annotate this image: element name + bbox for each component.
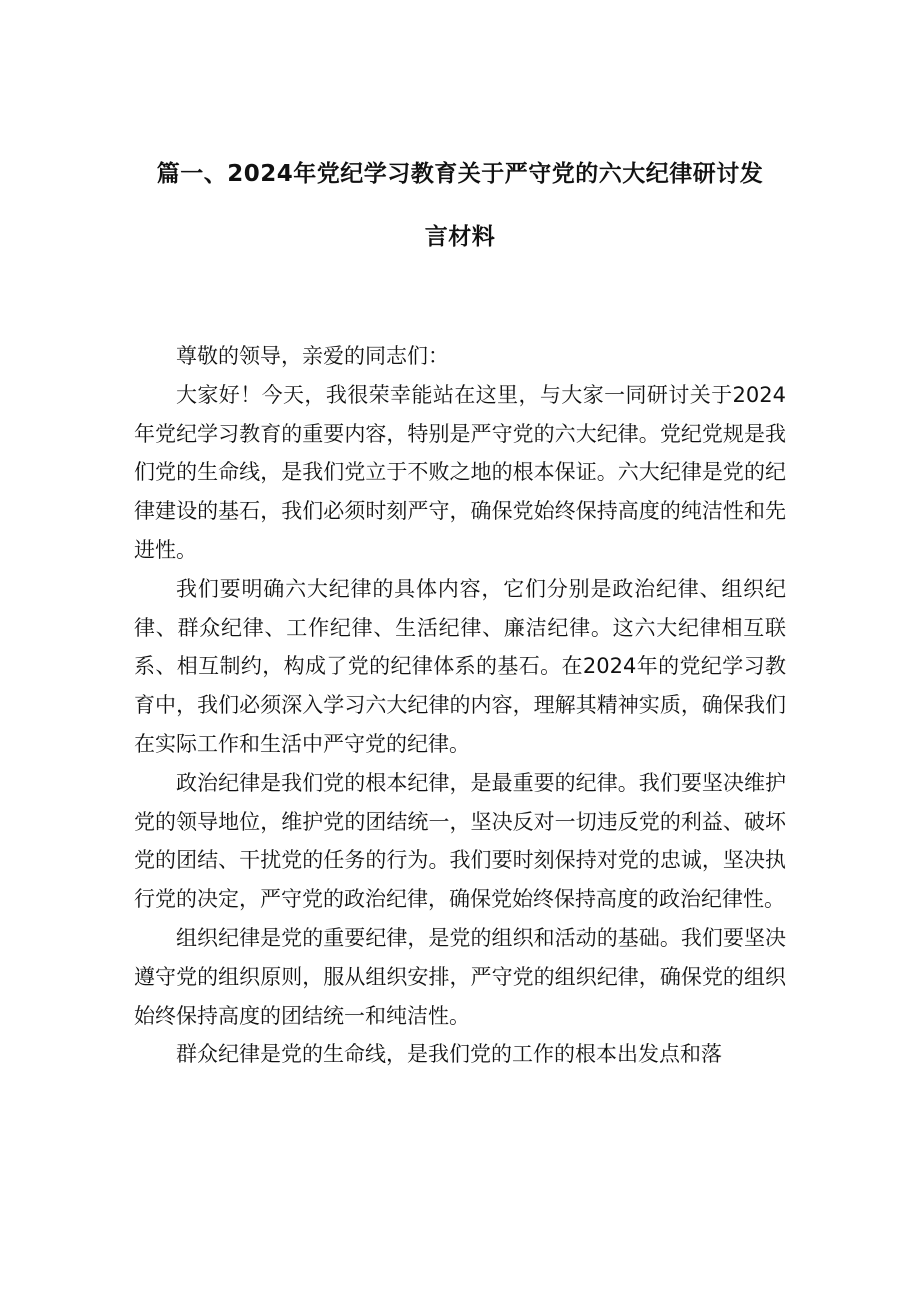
body-paragraph: 我们要明确六大纪律的具体内容，它们分别是政治纪律、组织纪律、群众纪律、工作纪律、生活纪律、廉洁纪律。这六大纪律相互联系、相互制约，构成了党的纪律体系的基石。在2024年的党纪学习教育中，我们必须深入学习六大纪律的内容，理解其精神实质，确保我们在实际工作和生活中严守党的纪律。: [134, 576, 786, 756]
document-title-line-1: 篇一、2024年党纪学习教育关于严守党的六大纪律研讨发: [156, 161, 764, 187]
document-body: [134, 337, 786, 1074]
salutation-paragraph: 尊敬的领导，亲爱的同志们：: [176, 344, 449, 368]
body-paragraph: 组织纪律是党的重要纪律，是党的组织和活动的基础。我们要坚决遵守党的组织原则，服从组织安排，严守党的组织纪律，确保党的组织始终保持高度的团结统一和纯洁性。: [134, 925, 786, 1028]
body-paragraph: 大家好！今天，我很荣幸能站在这里，与大家一同研讨关于2024年党纪学习教育的重要内容，特别是严守党的六大纪律。党纪党规是我们党的生命线，是我们党立于不败之地的根本保证。六大纪律是党的纪律建设的基石，我们必须时刻严守，确保党始终保持高度的纯洁性和先进性。: [134, 382, 786, 562]
body-paragraph: 群众纪律是党的生命线，是我们党的工作的根本出发点和落: [176, 1042, 722, 1067]
document-title-line-2: 言材料: [424, 224, 496, 250]
body-paragraph: 政治纪律是我们党的根本纪律，是最重要的纪律。我们要坚决维护党的领导地位，维护党的团结统一，坚决反对一切违反党的利益、破坏党的团结、干扰党的任务的行为。我们要时刻保持对党的忠诚，坚决执行党的决定，严守党的政治纪律，确保党始终保持高度的政治纪律性。: [134, 770, 786, 912]
